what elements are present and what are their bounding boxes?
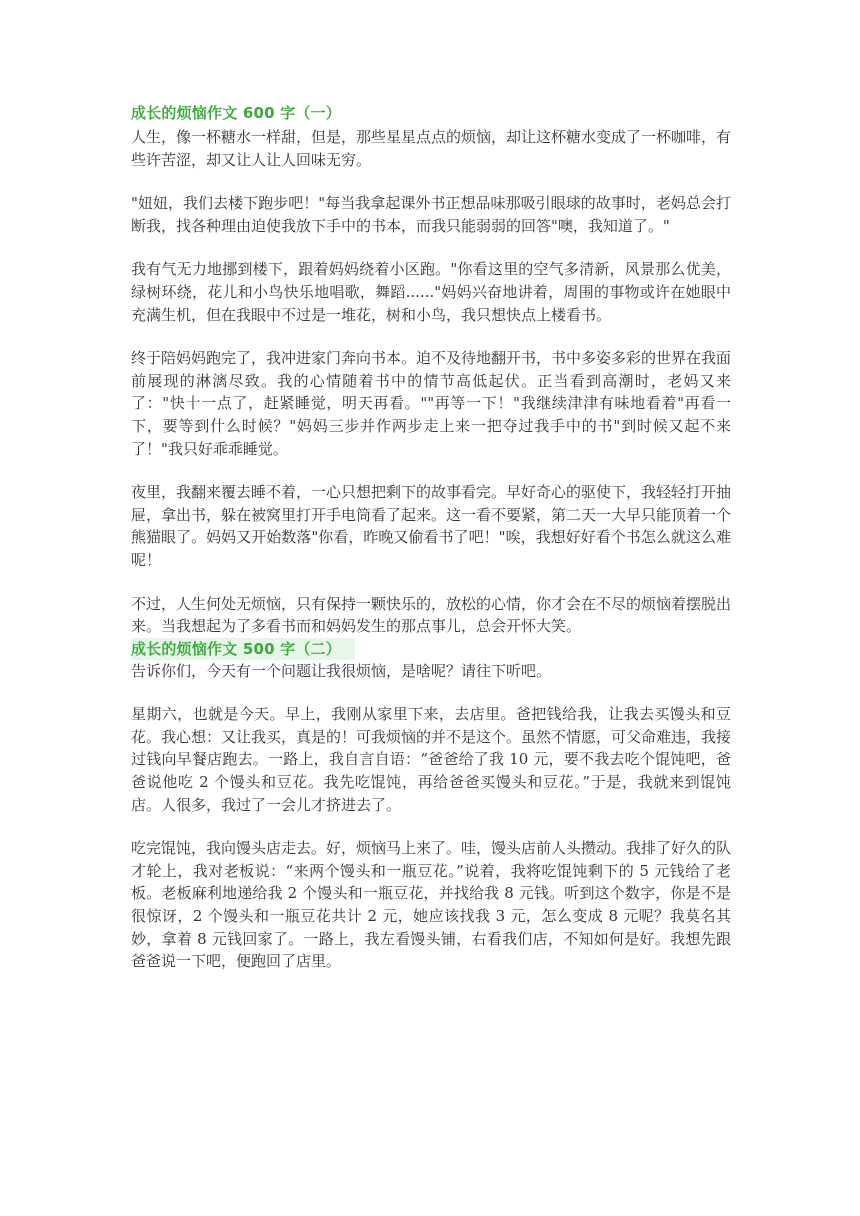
paragraph: 不过，人生何处无烦恼，只有保持一颗快乐的，放松的心情，你才会在不尽的烦恼着摆脱出来。当我想起为了多看书而和妈妈发生的那点事儿，总会开怀大笑。 <box>131 594 732 636</box>
paragraph: 星期六，也就是今天。早上，我刚从家里下来，去店里。爸把钱给我，让我去买馒头和豆花。我心想：又让我买，真是的！可我烦恼的并不是这个。虽然不情愿，可父命难违，我接过钱向早餐店跑去。一路上，我自言自语：“爸爸给了我 10 元，要不我去吃个馄饨吧，爸爸说他吃 2 个馒头和豆花。我先吃馄饨，再给爸爸买馒头和豆花。”于是，我就来到馄饨店。人很多，我过了一会儿才挤进去了。 <box>131 705 732 814</box>
paragraph: 我有气无力地挪到楼下，跟着妈妈绕着小区跑。"你看这里的空气多清新，风景那么优美，绿树环绕，花儿和小鸟快乐地唱歌，舞蹈......"妈妈兴奋地讲着，周围的事物或许在她眼中充满生机，但在我眼中不过是一堆花，树和小鸟，我只想快点上楼看书。 <box>131 260 731 324</box>
paragraph: 夜里，我翻来覆去睡不着，一心只想把剩下的故事看完。早好奇心的驱使下，我轻轻打开抽屉，拿出书，躲在被窝里打开手电筒看了起来。这一看不要紧，第二天一大早只能顶着一个熊猫眼了。妈妈又开始数落"你看，昨晚又偷看书了吧！"唉，我想好好看个书怎么就这么难呢！ <box>131 483 732 569</box>
paragraph: 告诉你们，今天有一个问题让我很烦恼，是啥呢？请往下听吧。 <box>131 661 552 680</box>
paragraph: "妞妞，我们去楼下跑步吧！"每当我拿起课外书正想品味那吸引眼球的故事时，老妈总会打断我，找各种理由迫使我放下手中的书本，而我只能弱弱的回答"噢，我知道了。" <box>131 194 731 235</box>
section-heading-one: 成长的烦恼作文 600 字（一） <box>131 104 341 122</box>
paragraph: 人生，像一杯糖水一样甜，但是，那些星星点点的烦恼，却让这杯糖水变成了一杯咖啡，有些许苦涩，却又让人让人回味无穷。 <box>131 128 732 169</box>
section-heading-two: 成长的烦恼作文 500 字（二） <box>131 638 355 660</box>
document-page <box>131 102 731 994</box>
paragraph: 终于陪妈妈跑完了，我冲进家门奔向书本。迫不及待地翻开书，书中多姿多彩的世界在我面前展现的淋漓尽致。我的心情随着书中的情节高低起伏。正当看到高潮时，老妈又来了："快十一点了，赶紧睡觉，明天再看。""再等一下！"我继续津津有味地看着"再看一下，要等到什么时候？"妈妈三步并作两步走上来一把夺过我手中的书"到时候又起不来了！"我只好乖乖睡觉。 <box>131 349 732 458</box>
paragraph: 吃完馄饨，我向馒头店走去。好，烦恼马上来了。哇，馒头店前人头攒动。我排了好久的队才轮上，我对老板说：“来两个馒头和一瓶豆花。”说着，我将吃馄饨剩下的 5 元钱给了老板。老板麻利地递给我 2 个馒头和一瓶豆花，并找给我 8 元钱。听到这个数字，你是不是很惊讶，2 个馒头和一瓶豆花共计 2 元，她应该找我 3 元，怎么变成 8 元呢？我莫名其妙，拿着 8 元钱回家了。一路上，我左看馒头铺，右看我们店，不知如何是好。我想先跟爸爸说一下吧，便跑回了店里。 <box>131 839 732 971</box>
